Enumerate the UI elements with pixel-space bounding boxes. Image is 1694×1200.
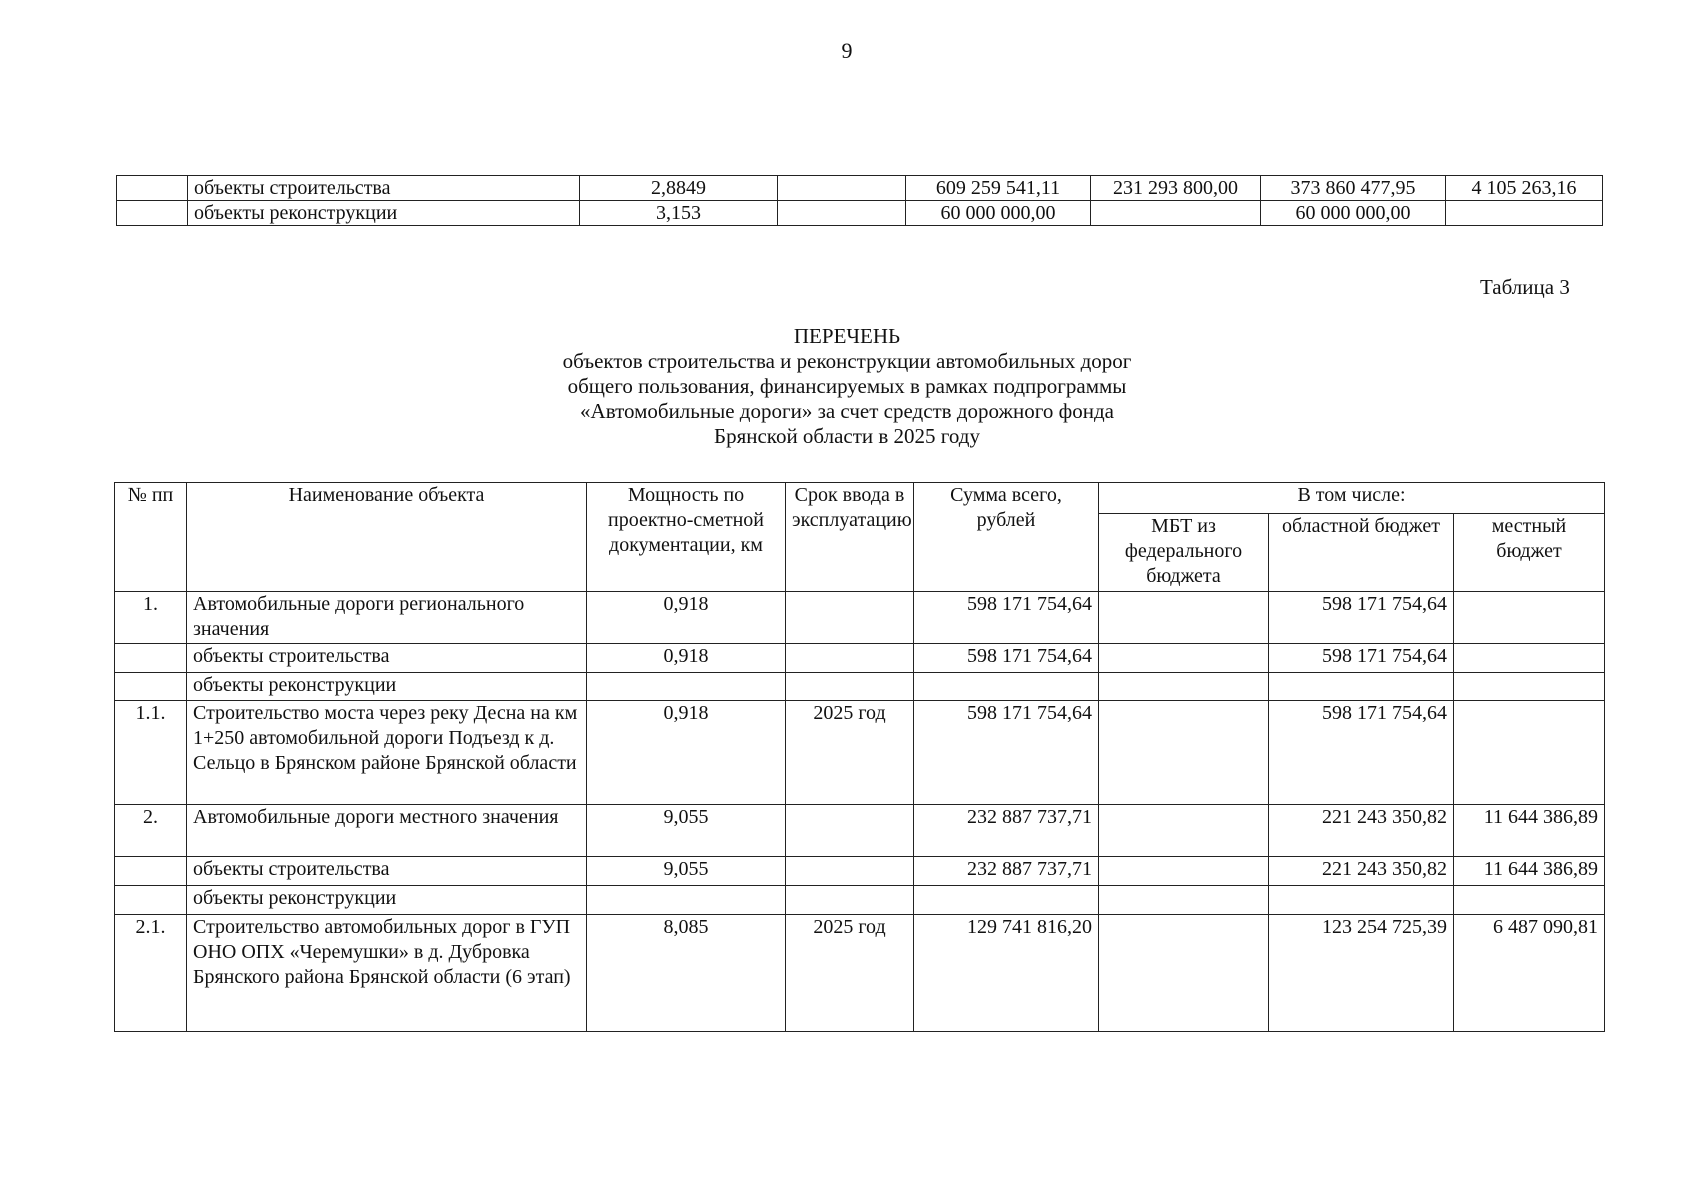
cell-power bbox=[587, 673, 786, 701]
cell-power: 0,918 bbox=[587, 644, 786, 673]
table-row bbox=[115, 673, 1605, 701]
title-line: объектов строительства и реконструкции автомобильных дорог bbox=[562, 349, 1132, 373]
table-row bbox=[115, 592, 1605, 644]
table-row bbox=[115, 857, 1605, 886]
cell-local bbox=[1446, 201, 1603, 226]
cell-total: 232 887 737,71 bbox=[914, 857, 1099, 886]
cell-power: 8,085 bbox=[587, 915, 786, 1032]
header-total: Сумма всего, рублей bbox=[914, 483, 1099, 592]
table-row bbox=[115, 915, 1605, 1032]
cell-mbt bbox=[1099, 915, 1269, 1032]
header-power: Мощность по проектно-сметной документации, км bbox=[587, 483, 786, 592]
cell-local: 6 487 090,81 bbox=[1454, 915, 1605, 1032]
cell-regional: 598 171 754,64 bbox=[1269, 644, 1454, 673]
cell-regional: 221 243 350,82 bbox=[1269, 805, 1454, 857]
document-title bbox=[0, 324, 1694, 449]
cell-total bbox=[914, 673, 1099, 701]
cell-regional: 373 860 477,95 bbox=[1261, 176, 1446, 201]
cell-local bbox=[1454, 592, 1605, 644]
cell-total bbox=[914, 886, 1099, 915]
header-regional: областной бюджет bbox=[1269, 514, 1454, 592]
table-row bbox=[115, 701, 1605, 805]
cell-name: объекты реконструкции bbox=[188, 201, 580, 226]
cell-name: Автомобильные дороги местного значения bbox=[187, 805, 587, 857]
cell-power: 9,055 bbox=[587, 857, 786, 886]
title-line: общего пользования, финансируемых в рамках подпрограммы bbox=[567, 374, 1127, 398]
cell-num: 2.1. bbox=[115, 915, 187, 1032]
cell-term bbox=[786, 805, 914, 857]
cell-power: 0,918 bbox=[587, 592, 786, 644]
cell-num bbox=[115, 644, 187, 673]
cell-local bbox=[1454, 701, 1605, 805]
cell-mbt bbox=[1099, 886, 1269, 915]
cell-term: 2025 год bbox=[786, 915, 914, 1032]
cell-total: 598 171 754,64 bbox=[914, 592, 1099, 644]
cell-total: 598 171 754,64 bbox=[914, 644, 1099, 673]
page-number: 9 bbox=[841, 38, 853, 63]
header-local: местный бюджет bbox=[1454, 514, 1605, 592]
cell-term bbox=[786, 673, 914, 701]
cell-num: 1.1. bbox=[115, 701, 187, 805]
cell-num: 2. bbox=[115, 805, 187, 857]
cell-num bbox=[115, 673, 187, 701]
cell-regional: 598 171 754,64 bbox=[1269, 592, 1454, 644]
cell-term bbox=[786, 857, 914, 886]
cell-local bbox=[1454, 673, 1605, 701]
cell-power: 0,918 bbox=[587, 701, 786, 805]
cell-term bbox=[786, 886, 914, 915]
cell-num bbox=[115, 886, 187, 915]
cell-mbt bbox=[1099, 805, 1269, 857]
cell-name: объекты строительства bbox=[188, 176, 580, 201]
cell-total: 609 259 541,11 bbox=[906, 176, 1091, 201]
cell-local bbox=[1454, 644, 1605, 673]
cell-mbt bbox=[1099, 673, 1269, 701]
cell-regional bbox=[1269, 673, 1454, 701]
cell-regional: 221 243 350,82 bbox=[1269, 857, 1454, 886]
cell-num bbox=[117, 176, 188, 201]
cell-name: Строительство моста через реку Десна на км 1+250 автомобильной дороги Подъезд к д. Сельцо в Брянском районе Брянской области bbox=[187, 701, 587, 805]
header-mbt: МБТ из федерального бюджета bbox=[1099, 514, 1269, 592]
cell-local bbox=[1454, 886, 1605, 915]
cell-mbt bbox=[1091, 201, 1261, 226]
cell-mbt bbox=[1099, 592, 1269, 644]
cell-power bbox=[587, 886, 786, 915]
cell-power: 3,153 bbox=[580, 201, 778, 226]
cell-local: 11 644 386,89 bbox=[1454, 805, 1605, 857]
table-row bbox=[117, 176, 1603, 201]
title-line: ПЕРЕЧЕНЬ bbox=[793, 324, 901, 348]
continued-table bbox=[116, 175, 1603, 226]
cell-mbt bbox=[1099, 644, 1269, 673]
cell-name: Автомобильные дороги регионального значения bbox=[187, 592, 587, 644]
objects-table bbox=[114, 482, 1605, 1032]
cell-mbt: 231 293 800,00 bbox=[1091, 176, 1261, 201]
cell-name: объекты строительства bbox=[187, 644, 587, 673]
cell-regional bbox=[1269, 886, 1454, 915]
cell-power: 9,055 bbox=[587, 805, 786, 857]
cell-name: Строительство автомобильных дорог в ГУП ОНО ОПХ «Черемушки» в д. Дубровка Брянского района Брянской области (6 этап) bbox=[187, 915, 587, 1032]
table-caption: Таблица 3 bbox=[1480, 275, 1570, 299]
cell-term: 2025 год bbox=[786, 701, 914, 805]
table-row bbox=[117, 201, 1603, 226]
cell-mbt bbox=[1099, 857, 1269, 886]
cell-mbt bbox=[1099, 701, 1269, 805]
table-row bbox=[115, 644, 1605, 673]
cell-term bbox=[786, 644, 914, 673]
cell-total: 60 000 000,00 bbox=[906, 201, 1091, 226]
table-row bbox=[115, 805, 1605, 857]
cell-local: 11 644 386,89 bbox=[1454, 857, 1605, 886]
cell-name: объекты реконструкции bbox=[187, 673, 587, 701]
cell-num bbox=[115, 857, 187, 886]
cell-regional: 598 171 754,64 bbox=[1269, 701, 1454, 805]
cell-term bbox=[778, 201, 906, 226]
cell-regional: 60 000 000,00 bbox=[1261, 201, 1446, 226]
cell-total: 598 171 754,64 bbox=[914, 701, 1099, 805]
title-line: Брянской области в 2025 году bbox=[714, 424, 980, 448]
cell-term bbox=[786, 592, 914, 644]
cell-local: 4 105 263,16 bbox=[1446, 176, 1603, 201]
cell-total: 129 741 816,20 bbox=[914, 915, 1099, 1032]
cell-name: объекты реконструкции bbox=[187, 886, 587, 915]
cell-power: 2,8849 bbox=[580, 176, 778, 201]
cell-total: 232 887 737,71 bbox=[914, 805, 1099, 857]
header-term: Срок ввода в эксплуатацию bbox=[786, 483, 914, 592]
header-num: № пп bbox=[115, 483, 187, 592]
cell-num bbox=[117, 201, 188, 226]
table-row bbox=[115, 886, 1605, 915]
cell-regional: 123 254 725,39 bbox=[1269, 915, 1454, 1032]
title-line: «Автомобильные дороги» за счет средств дорожного фонда bbox=[580, 399, 1114, 423]
cell-name: объекты строительства bbox=[187, 857, 587, 886]
cell-num: 1. bbox=[115, 592, 187, 644]
cell-term bbox=[778, 176, 906, 201]
header-name: Наименование объекта bbox=[187, 483, 587, 592]
header-including: В том числе: bbox=[1099, 483, 1605, 514]
